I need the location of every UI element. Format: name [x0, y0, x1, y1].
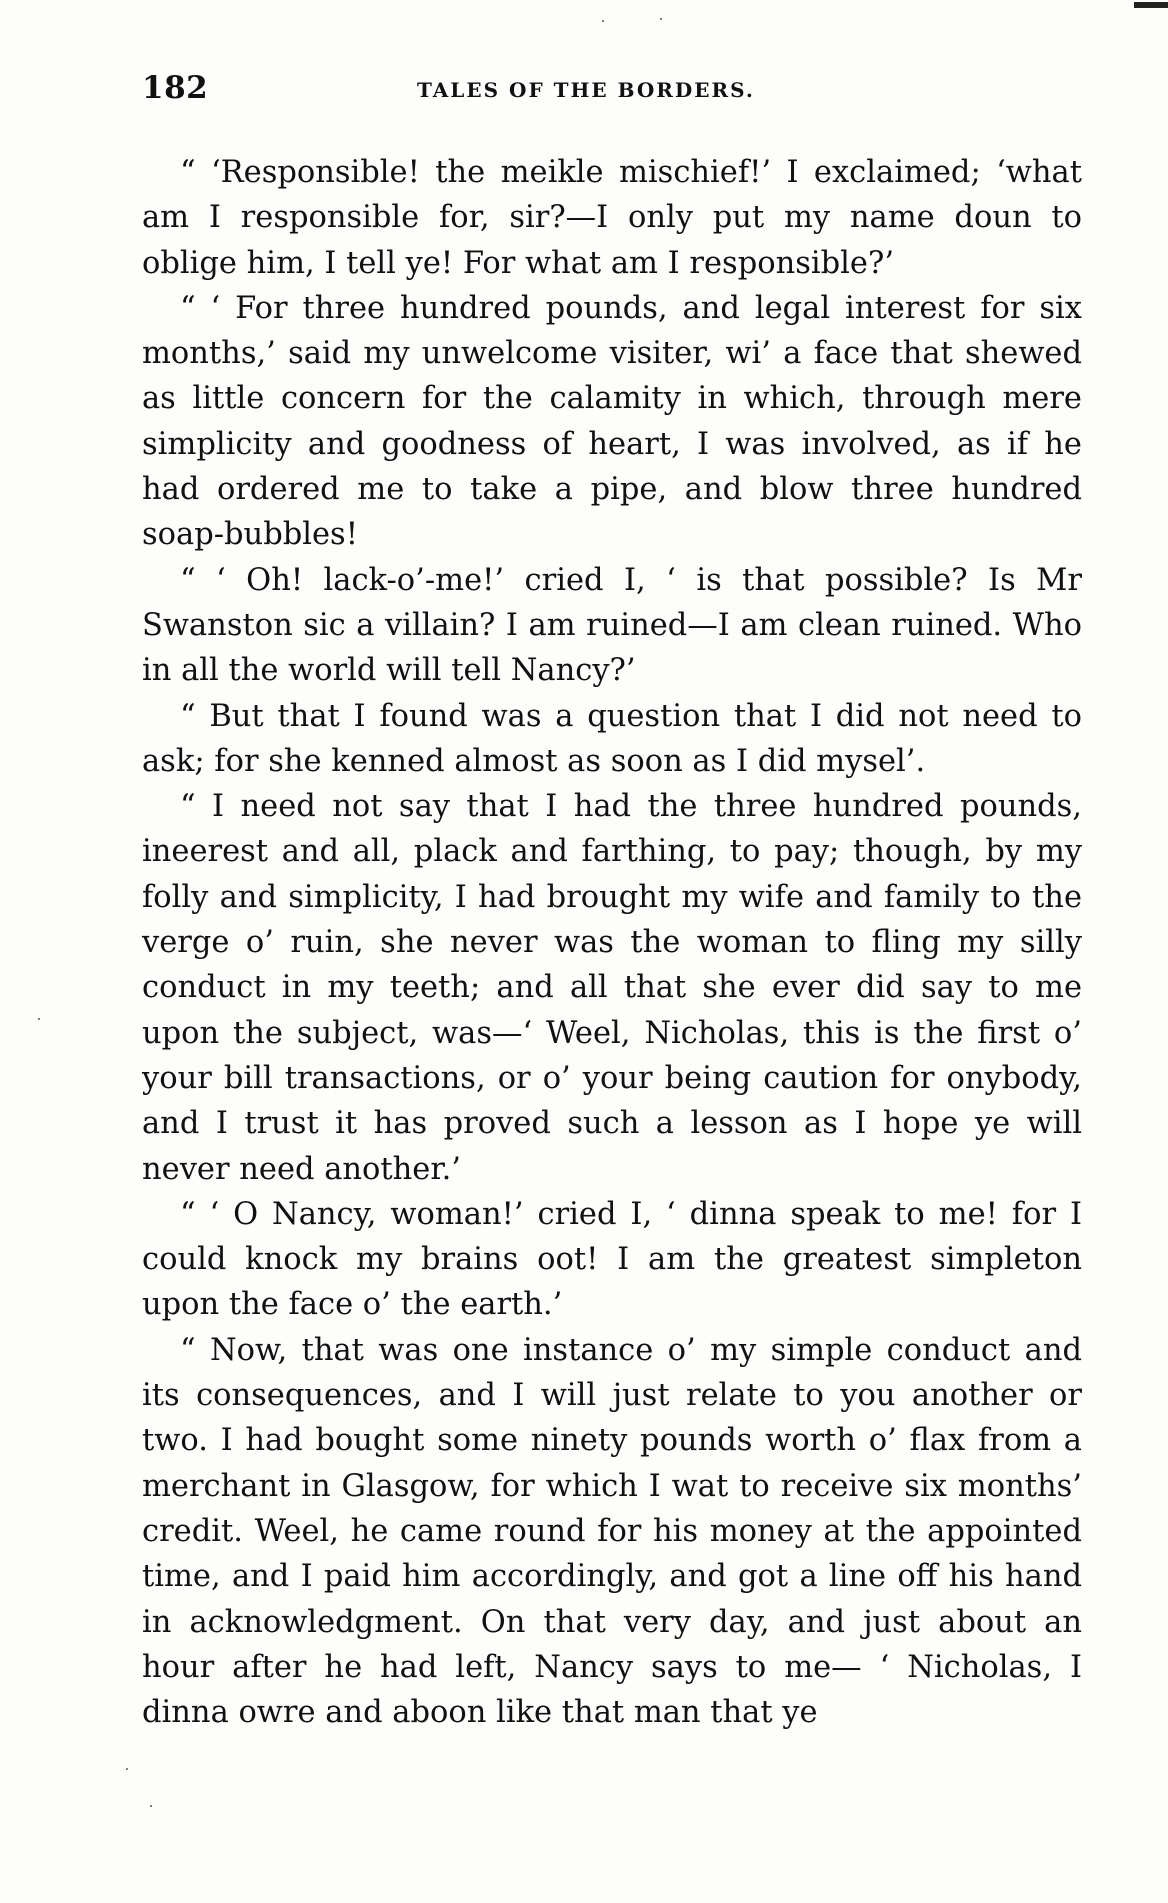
- paragraph-3: “ ‘ Oh! lack-o’-me!’ cried I, ‘ is that possible? Is Mr Swanston sic a villain? I am ruined—I am clean ruined. Who in all the world will tell Nancy?’: [142, 562, 1082, 689]
- paper-speck: [660, 18, 662, 20]
- paragraph-1: “ ‘Responsible! the meikle mischief!’ I exclaimed; ‘what am I responsible for, sir?—I only put my name doun to oblige him, I tell ye! For what am I responsible?’: [142, 155, 1082, 281]
- page-number: 182: [142, 70, 209, 106]
- paragraph-5: “ I need not say that I had the three hundred pounds, ineerest and all, plack and farthing, to pay; though, by my folly and simplicity, I had brought my wife and family to the verge o’ ruin, she never was the woman to fling my silly conduct in my teeth; and all that she ever did say to me upon the subject, was—‘ Weel, Nicholas, this is the first o’ your bill transactions, or o’ your being caution for onybody, and I trust it has proved such a lesson as I hope ye will never need another.’: [142, 789, 1082, 1187]
- paper-speck: [126, 1768, 128, 1770]
- page-header: [142, 70, 1082, 110]
- running-title: TALES OF THE BORDERS.: [417, 78, 755, 102]
- paper-speck: [150, 1805, 152, 1807]
- paper-speck: [38, 1018, 40, 1020]
- corner-ink-mark: [1134, 2, 1168, 8]
- paragraph-7: “ Now, that was one instance o’ my simple conduct and its consequences, and I will just relate to you another or two. I had bought some ninety pounds worth o’ flax from a merchant in Glasgow, for which I wat to receive six months’ credit. Weel, he came round for his money at the appointed time, and I paid him accordingly, and got a line off his hand in acknowledgment. On that very day, and just about an hour after he had left, Nancy says to me— ‘ Nicholas, I dinna owre and aboon like that man that ye: [142, 1332, 1082, 1731]
- paragraph-6: “ ‘ O Nancy, woman!’ cried I, ‘ dinna speak to me! for I could knock my brains oot! I am the greatest simpleton upon the face o’ the earth.’: [142, 1196, 1082, 1323]
- body-text: [142, 150, 1082, 1735]
- paper-speck: [602, 20, 604, 22]
- paragraph-2: “ ‘ For three hundred pounds, and legal interest for six months,’ said my unwelcome visiter, wi’ a face that shewed as little concern for the calamity in which, through mere simplicity and goodness of heart, I was involved, as if he had ordered me to take a pipe, and blow three hundred soap-bubbles!: [142, 290, 1082, 553]
- paragraph-4: “ But that I found was a question that I did not need to ask; for she kenned almost as soon as I did mysel’.: [142, 698, 1082, 779]
